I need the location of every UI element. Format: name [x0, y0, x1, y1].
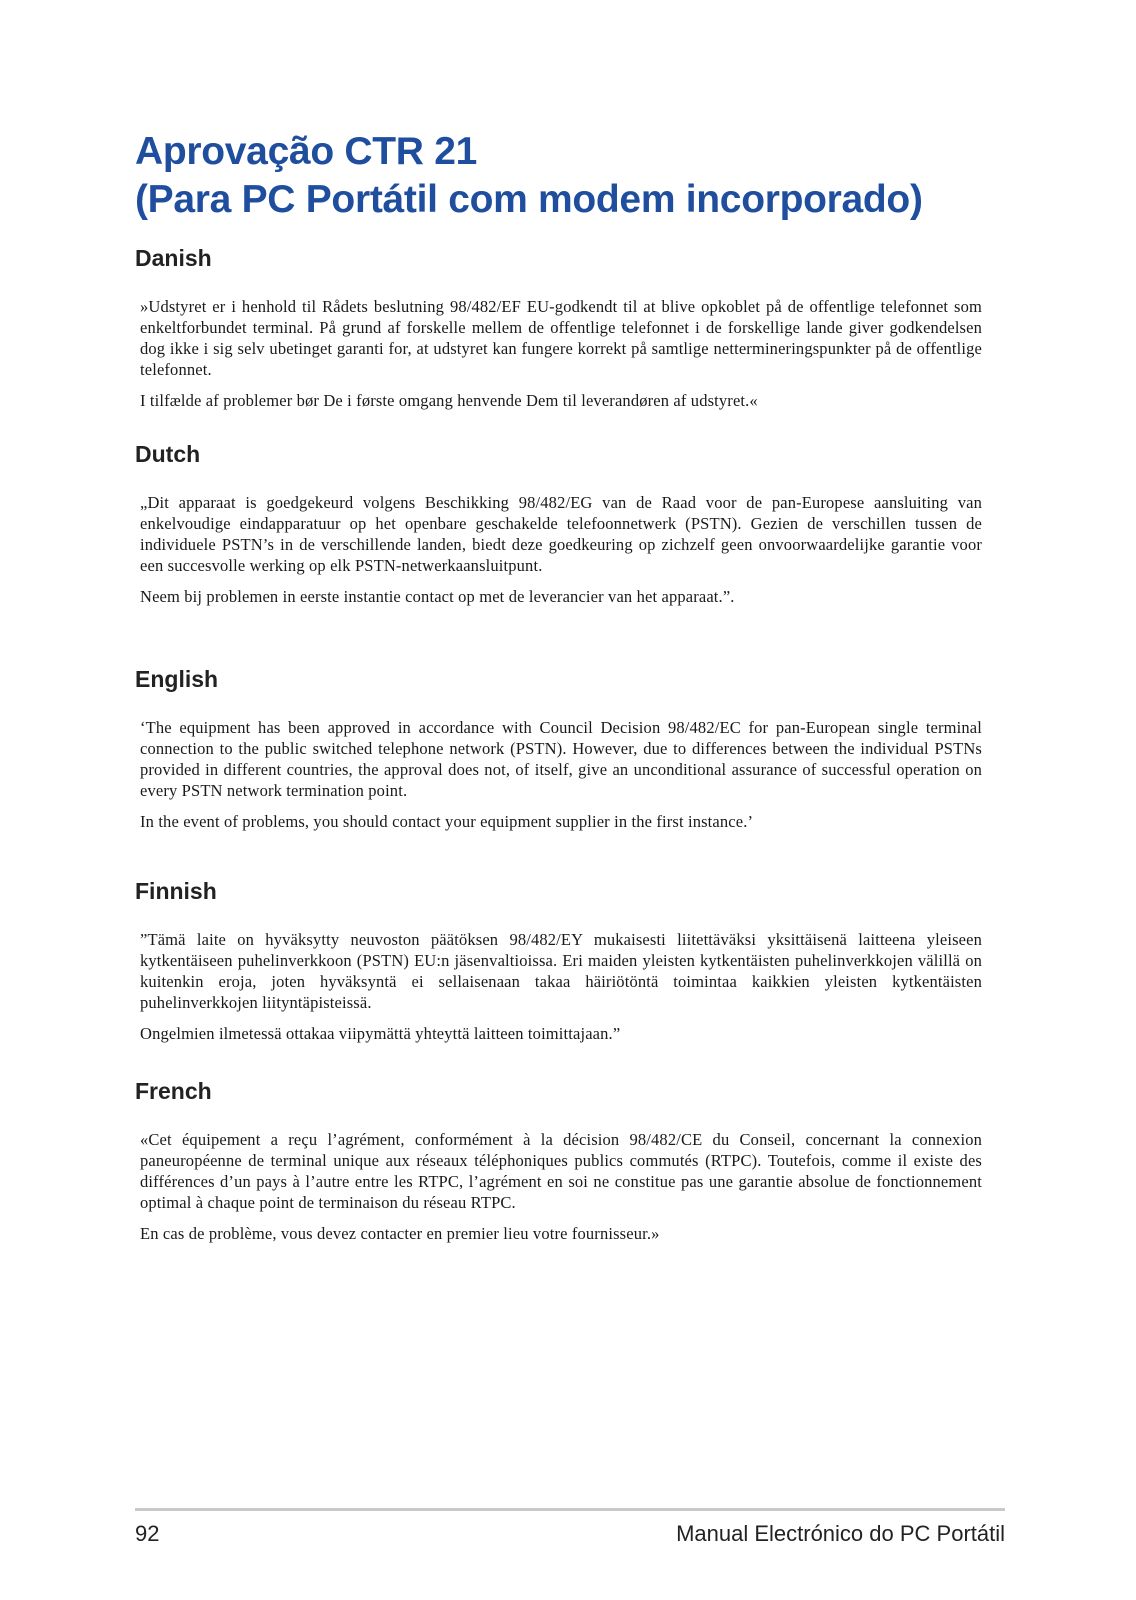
- section-heading: Dutch: [135, 441, 201, 467]
- page-title-line-2: (Para PC Portátil com modem incorporado): [135, 178, 923, 221]
- section-danish: [135, 244, 982, 421]
- page-title-line-1: Aprovação CTR 21: [135, 130, 477, 173]
- section-dutch: [135, 440, 982, 617]
- section-paragraph: I tilfælde af problemer bør De i første omgang henvende Dem til leverandøren af udstyret.«: [140, 391, 758, 410]
- section-heading: Finnish: [135, 878, 217, 904]
- section-english: [135, 665, 982, 842]
- page-title: [135, 128, 1015, 224]
- page-number: 92: [135, 1521, 160, 1546]
- section-paragraph: Ongelmien ilmetessä ottakaa viipymättä yhteyttä laitteen toimittajaan.”: [140, 1024, 621, 1043]
- section-paragraph: «Cet équipement a reçu l’agrément, conformément à la décision 98/482/CE du Conseil, concernant la connexion paneuropéenne de terminal unique aux réseaux téléphoniques publics commutés (RTPC). Toutefois, comme il existe des différences d’un pays à l’autre entre les RTPC, l’agrément en soi ne constitue pas une garantie absolue de fonctionnement optimal à chaque point de terminaison du réseau RTPC.: [140, 1130, 982, 1212]
- section-heading: English: [135, 666, 219, 692]
- section-paragraph: ”Tämä laite on hyväksytty neuvoston päätöksen 98/482/EY mukaisesti liitettäväksi yksittäisenä laitteena yleiseen kytkentäiseen puhelinverkkoon (PSTN) EU:n jäsenvaltioissa. Eri maiden yleisten kytkentäisten puhelinverkkojen välillä on kuitenkin eroja, joten hyväksyntä ei sellaisenaan takaa häiriötöntä toimintaa kaikkien yleisten kytkentäisten puhelinverkkojen liityntäpisteissä.: [140, 930, 982, 1012]
- manual-title: Manual Electrónico do PC Portátil: [676, 1521, 1005, 1546]
- section-paragraph: Neem bij problemen in eerste instantie contact op met de leverancier van het apparaat.”.: [140, 587, 735, 606]
- section-paragraph: En cas de problème, vous devez contacter en premier lieu votre fournisseur.»: [140, 1224, 660, 1243]
- section-heading: Danish: [135, 245, 212, 271]
- section-french: [135, 1077, 982, 1254]
- footer-divider: [135, 1508, 1005, 1511]
- section-paragraph: ‘The equipment has been approved in accordance with Council Decision 98/482/EC for pan-European single terminal connection to the public switched telephone network (PSTN). However, due to differences between the individual PSTNs provided in different countries, the approval does not, of itself, give an unconditional assurance of successful operation on every PSTN network termination point.: [140, 718, 982, 800]
- section-finnish: [135, 877, 982, 1054]
- section-paragraph: »Udstyret er i henhold til Rådets beslutning 98/482/EF EU-godkendt til at blive opkoblet på de offentlige telefonnet som enkeltforbundet terminal. På grund af forskelle mellem de offentlige telefonnet i de forskellige lande giver godkendelsen dog ikke i sig selv ubetinget garanti for, at udstyret kan fungere korrekt på samtlige nettermineringspunkter på de offentlige telefonnet.: [140, 297, 982, 379]
- section-heading: French: [135, 1078, 212, 1104]
- section-paragraph: In the event of problems, you should contact your equipment supplier in the first instance.’: [140, 812, 754, 831]
- section-paragraph: „Dit apparaat is goedgekeurd volgens Beschikking 98/482/EG van de Raad voor de pan-Europese aansluiting van enkelvoudige eindapparatuur op het openbare geschakelde telefoonnetwerk (PSTN). Gezien de verschillen tussen de individuele PSTN’s in de verschillende landen, biedt deze goedkeuring op zichzelf geen onvoorwaardelijke garantie voor een succesvolle werking op elk PSTN-netwerkaansluitpunt.: [140, 493, 982, 575]
